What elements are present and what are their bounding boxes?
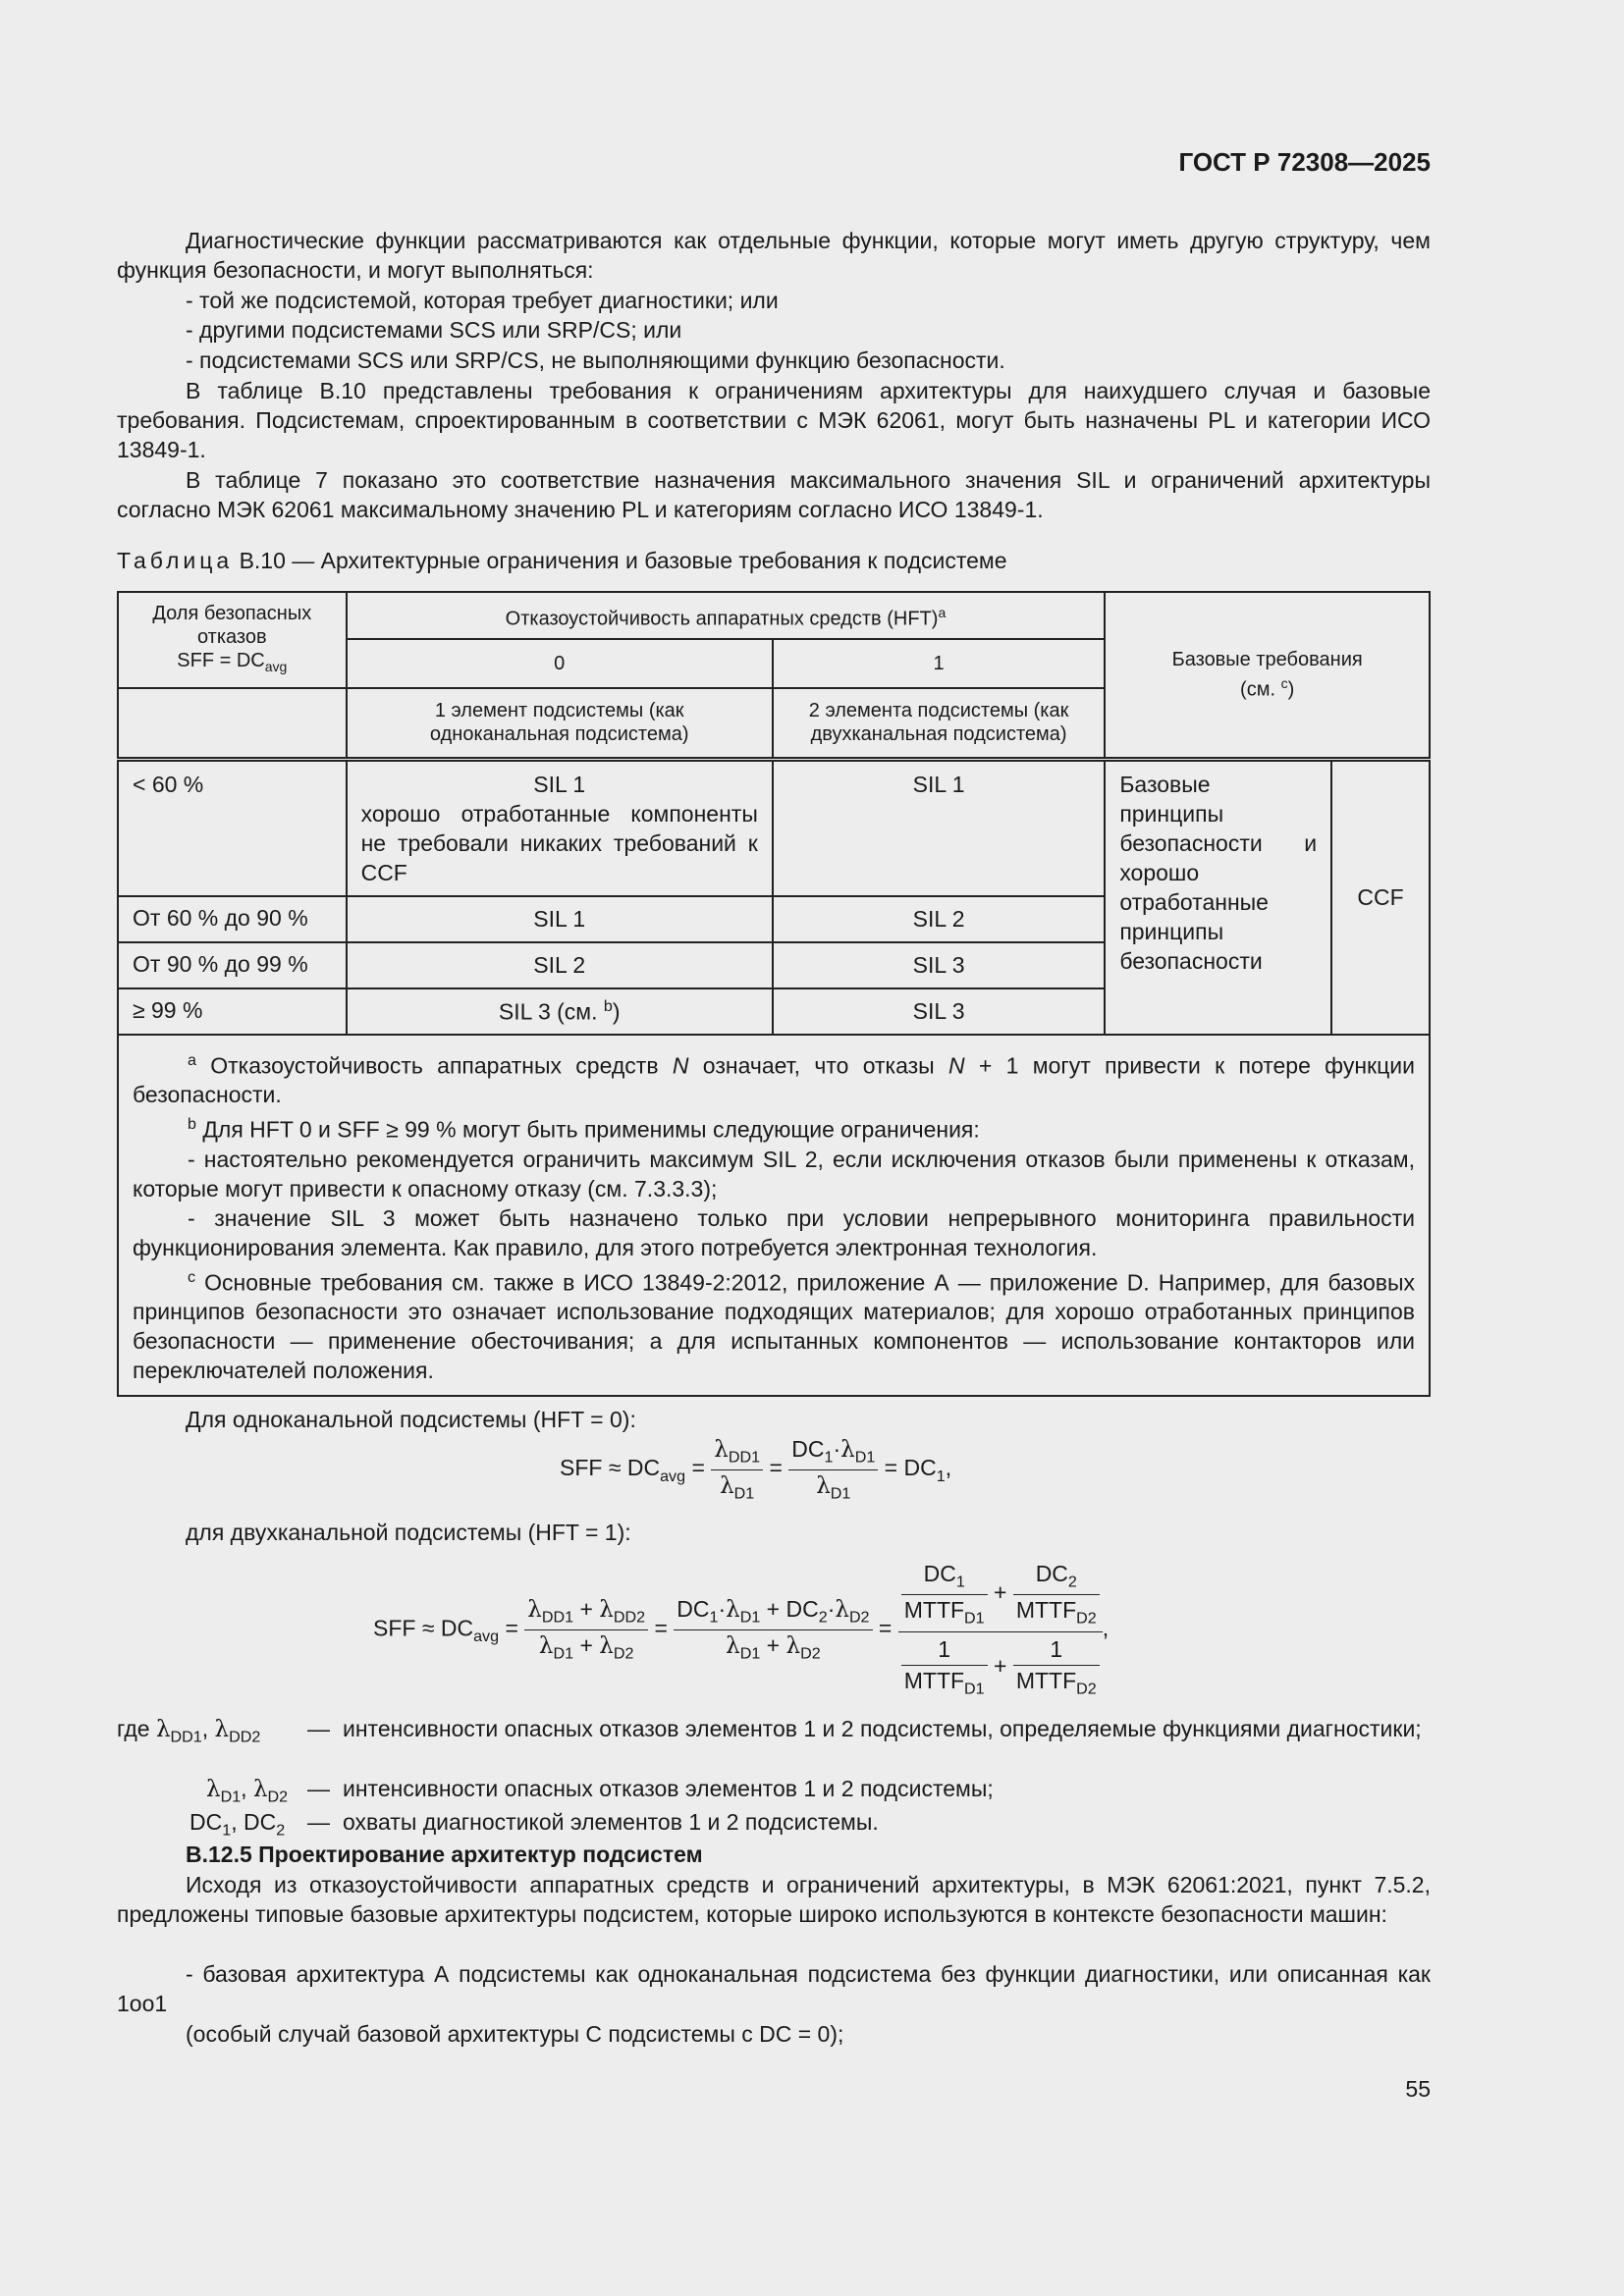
row-sff-lt60: < 60 % [118,759,347,896]
table-footnotes [118,1035,1430,1397]
row-90-99-hft0: SIL 2 [347,942,773,988]
def-1-text: интенсивности опасных отказов элементов 1 и 2 подсистемы, определяемые функциями диагностики; [343,1716,1422,1741]
section-paragraph: Исходя из отказоустойчивости аппаратных средств и ограничений архитектуры, в МЭК 62061:2021, пункт 7.5.2, предложены типовые базовые архитектуры подсистем, которые широко используются в контексте безопасности машин: [117,1872,1431,1927]
header-hft-1: 1 [773,639,1105,688]
row-60-90-hft1: SIL 2 [773,896,1105,942]
row-sff-60-90: От 60 % до 90 % [118,896,347,942]
row-lt60-hft0: SIL 1 хорошо отработанные компоненты не требовали никаких требований к CCF [347,759,773,896]
header-two-elements: 2 элемента подсистемы (как двухканальная подсистема) [773,688,1105,759]
row-sff-ge99: ≥ 99 % [118,988,347,1035]
def-3-symbol: $DC_1$, $DC_2$ [189,1809,286,1840]
intro-bullet-1: - той же подсистемой, которая требует диагностики; или [186,288,779,313]
intro-bullet-2: - другими подсистемами SCS или SRP/CS; или [186,317,682,343]
dual-channel-intro: для двухканальной подсистемы (HFT = 1): [186,1520,631,1545]
document-id: ГОСТ Р 72308—2025 [1178,147,1431,177]
footnote-b-item-1: - настоятельно рекомендуется ограничить максимум SIL 2, если исключения отказов были применены к отказам, которые могут привести к опасному отказу (см. 7.3.3.3); [133,1146,1415,1201]
row-ge99-hft0: SIL 3 (см. $^b$) [347,988,773,1035]
def-3-text: охваты диагностикой элементов 1 и 2 подсистемы. [343,1809,879,1835]
footnote-c: $^c$ Основные требования см. также в ИСО 13849-2:2012, приложение А — приложение D. Например, для базовых принципов безопасности это означает использование подходящих материалов; для хорошо отработанных принципов безопасности — применение обесточивания; а для испытанных компонентов — использование контакторов или переключателей положения. [133,1267,1415,1384]
architecture-table [117,591,1431,1397]
row-sff-90-99: От 90 % до 99 % [118,942,347,988]
row-ge99-hft1: SIL 3 [773,988,1105,1035]
header-hft: Отказоустойчивость аппаратных средств (HFT)$^a$ [347,592,1106,639]
ccf-cell: CCF [1331,759,1430,1035]
def-1-dash: — [307,1716,330,1741]
header-basic-requirements: Базовые требования (см. $^c$) [1105,592,1430,759]
single-channel-intro: Для одноканальной подсистемы (HFT = 0): [186,1407,636,1432]
footnote-b-item-2: - значение SIL 3 может быть назначено только при условии непрерывного мониторинга правильности функционирования элемента. Как правило, для этого потребуется электронная технология. [133,1204,1415,1260]
basic-principles-cell: Базовые принципы безопасности и хорошо отработанные принципы безопасности [1105,759,1331,1035]
row-lt60-hft1: SIL 1 [773,759,1105,896]
intro-bullet-3: - подсистемами SCS или SRP/CS, не выполняющими функцию безопасности. [186,347,1005,373]
section-bullet-1: - базовая архитектура А подсистемы как одноканальная подсистема без функции диагностики, или описанная как 1оо1 [117,1961,1431,2016]
def-2-text: интенсивности опасных отказов элементов 1 и 2 подсистемы; [343,1776,994,1801]
def-2-dash: — [307,1776,330,1801]
intro-paragraph-2: В таблице В.10 представлены требования к ограничениям архитектуры для наихудшего случая и базовые требования. Подсистемам, спроектированным в соответствии с МЭК 62061, могут быть назначены PL и категории ИСО 13849-1. [117,378,1431,462]
page-number: 55 [1405,2076,1431,2102]
def-2-symbol: $\lambda_{D1}$, $\lambda_{D2}$ [206,1776,289,1806]
header-one-element: 1 элемент подсистемы (как одноканальная подсистема) [347,688,773,759]
def-3-dash: — [307,1809,330,1835]
header-empty-cell [118,688,347,759]
footnote-b: $^b$ Для HFT 0 и SFF ≥ 99 % могут быть применимы следующие ограничения: [188,1115,980,1143]
row-60-90-hft0: SIL 1 [347,896,773,942]
intro-paragraph-1: Диагностические функции рассматриваются как отдельные функции, которые могут иметь другую структуру, чем функция безопасности, и могут выполняться: [117,228,1431,283]
def-1-symbol: где $\lambda_{DD1}$, $\lambda_{DD2}$ [117,1716,261,1746]
section-heading: В.12.5 Проектирование архитектур подсистем [186,1842,703,1867]
formula-single-channel: SFF ≈ $DC_{avg}$ = $\frac{\lambda_{DD1}}{\lambda_{D1}}$ = $\frac{DC_1\cdot\lambda_{D1}}{\lambda_{D1}}$ = $DC_1$, [560,1436,952,1503]
footnote-a: $^a$ Отказоустойчивость аппаратных средств N означает, что отказы N + 1 могут привести к потере функции безопасности. [133,1050,1415,1108]
header-hft-0: 0 [347,639,773,688]
table-caption: Таблица В.10 — Архитектурные ограничения и базовые требования к подсистеме [117,548,1007,573]
row-90-99-hft1: SIL 3 [773,942,1105,988]
intro-paragraph-3: В таблице 7 показано это соответствие назначения максимального значения SIL и ограничений архитектуры согласно МЭК 62061 максимальному значению PL и категориям согласно ИСО 13849-1. [117,467,1431,522]
section-bullet-2: (особый случай базовой архитектуры С подсистемы с DC = 0); [186,2021,844,2047]
formula-dual-channel: SFF ≈ $DC_{avg}$ = $\frac{\lambda_{DD1} + \lambda_{DD2}}{\lambda_{D1} + \lambda_{D2}}$ = $\frac{DC_1\cdot\lambda_{D1} + DC_2\cdot\lambda_{D2}}{\lambda_{D1} + \lambda_{D2}}$ = $\frac{DC_1}{MTTF_{D1}}$ + $\frac{DC_2}{MTTF_{D2}}$ $\frac{1}{MTTF_{D1}}$ + $\frac{1}{MTTF_{D2}}$ , [373,1561,1110,1698]
header-sff: Доля безопасных отказов SFF = $DC_{avg}$ [118,592,347,688]
